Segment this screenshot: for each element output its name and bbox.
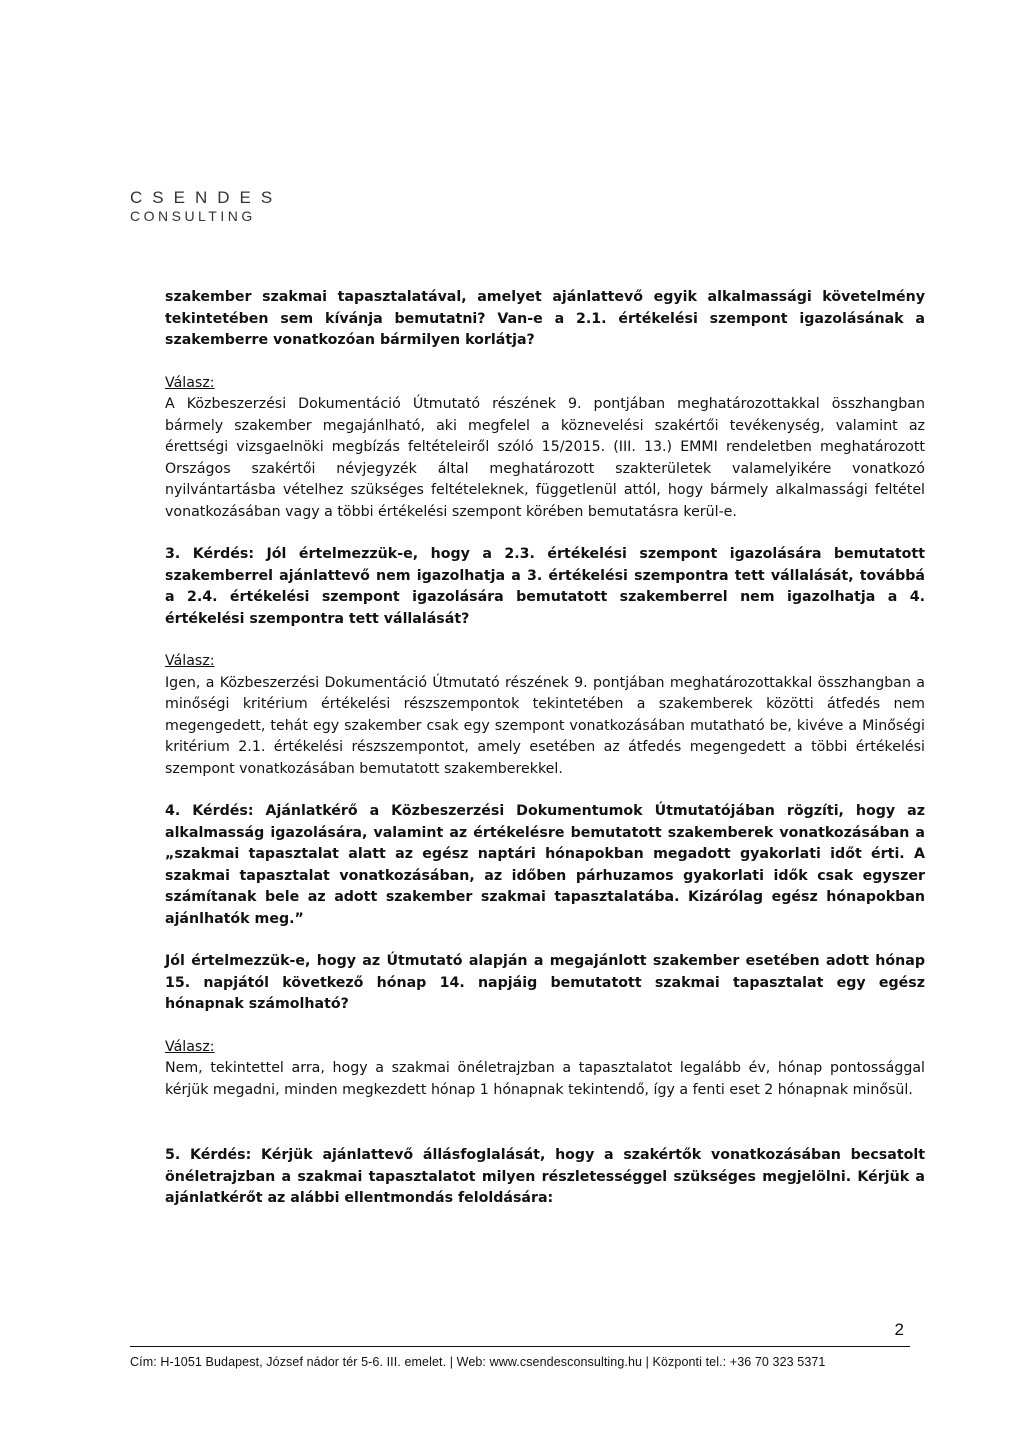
answer-4-text: Nem, tekintettel arra, hogy a szakmai önéletrajzban a tapasztalatot legalább év, hónap pontossággal kérjük megadni, minden megkezdett hónap 1 hónapnak tekintendő, így a fenti eset 2 hónapnak minősül. [165,1060,925,1098]
company-logo [130,188,282,224]
question-continuation: szakember szakmai tapasztalatával, amelyet ajánlattevő egyik alkalmassági követelmény tekintetében sem kívánja bemutatni? Van-e a 2.1. értékelési szempont igazolásának a szakemberre vonatkozóan bármilyen korlátja? [165,289,925,348]
question-4-followup: Jól értelmezzük-e, hogy az Útmutató alapján a megajánlott szakember esetében adott hónap 15. napjától következő hónap 14. napjáig bemutatott szakmai tapasztalat egy egész hónapnak számolható? [165,953,925,1012]
footer-contact-info: Cím: H-1051 Budapest, József nádor tér 5-6. III. emelet. | Web: www.csendesconsulting.hu | Központi tel.: +36 70 323 5371 [130,1355,826,1369]
answer-label: Válasz: [165,374,215,391]
footer-divider [130,1346,910,1347]
page-number: 2 [894,1320,904,1339]
logo-line-1: CSENDES [130,188,283,207]
question-3: 3. Kérdés: Jól értelmezzük-e, hogy a 2.3. értékelési szempont igazolására bemutatott szakemberrel ajánlattevő nem igazolhatja a 3. értékelési szempontra tett vállalását, továbbá a 2.4. értékelési szempont igazolására bemutatott szakemberrel nem igazolhatja a 4. értékelési szempontra tett vállalását? [165,546,925,627]
question-5: 5. Kérdés: Kérjük ajánlattevő állásfoglalását, hogy a szakértők vonatkozásában becsatolt önéletrajzban a szakmai tapasztalatot milyen részletességgel szükséges megjelölni. Kérjük a ajánlatkérőt az alábbi ellentmondás feloldására: [165,1147,925,1206]
answer-label: Válasz: [165,1038,215,1055]
answer-label: Válasz: [165,653,215,669]
answer-3-text: Igen, a Közbeszerzési Dokumentáció Útmutató részének 9. pontjában meghatározottakkal összhangban a minőségi kritérium értékelési részszempontok tekintetében a szakemberek közötti átfedés nem megengedett, tehát egy szakember csak egy szempont vonatkozásában mutatható be, kivéve a Minőségi kritérium 2.1. értékelési részszempontot, amely esetében az átfedés megengedett a többi értékelési szempont vonatkozásában bemutatott szakemberekkel. [165,674,925,777]
question-4: 4. Kérdés: Ajánlatkérő a Közbeszerzési Dokumentumok Útmutatójában rögzíti, hogy az alkalmasság igazolására, valamint az értékelésre bemutatott szakemberek vonatkozásában a „szakmai tapasztalat alatt az egész naptári hónapokban megadott gyakorlati időt érti. A szakmai tapasztalat vonatkozásában, az időben párhuzamos gyakorlati idők csak egyszer számítanak bele az adott szakember szakmai tapasztalatába. Kizárólag egész hónapokban ajánlhatók meg.” [165,803,925,927]
answer-text: A Közbeszerzési Dokumentáció Útmutató részének 9. pontjában meghatározottakkal összhangban bármely szakember megajánlható, aki megfelel a köznevelési szakértői tevékenység, valamint az érettségi vizsgaelnöki megbízás feltételeiről szóló 15/2015. (III. 13.) EMMI rendeletben meghatározott Országos szakértői névjegyzék által meghatározott szakterületek valamelyikére vonatkozó nyilvántartásba vételhez szükséges feltételeknek, függetlenül attól, hogy bármely alkalmassági feltétel vonatkozásában vagy a többi értékelési szempont körében bemutatásra kerül-e. [165,396,925,520]
logo-line-2: CONSULTING [130,207,256,224]
document-body [165,287,925,1210]
